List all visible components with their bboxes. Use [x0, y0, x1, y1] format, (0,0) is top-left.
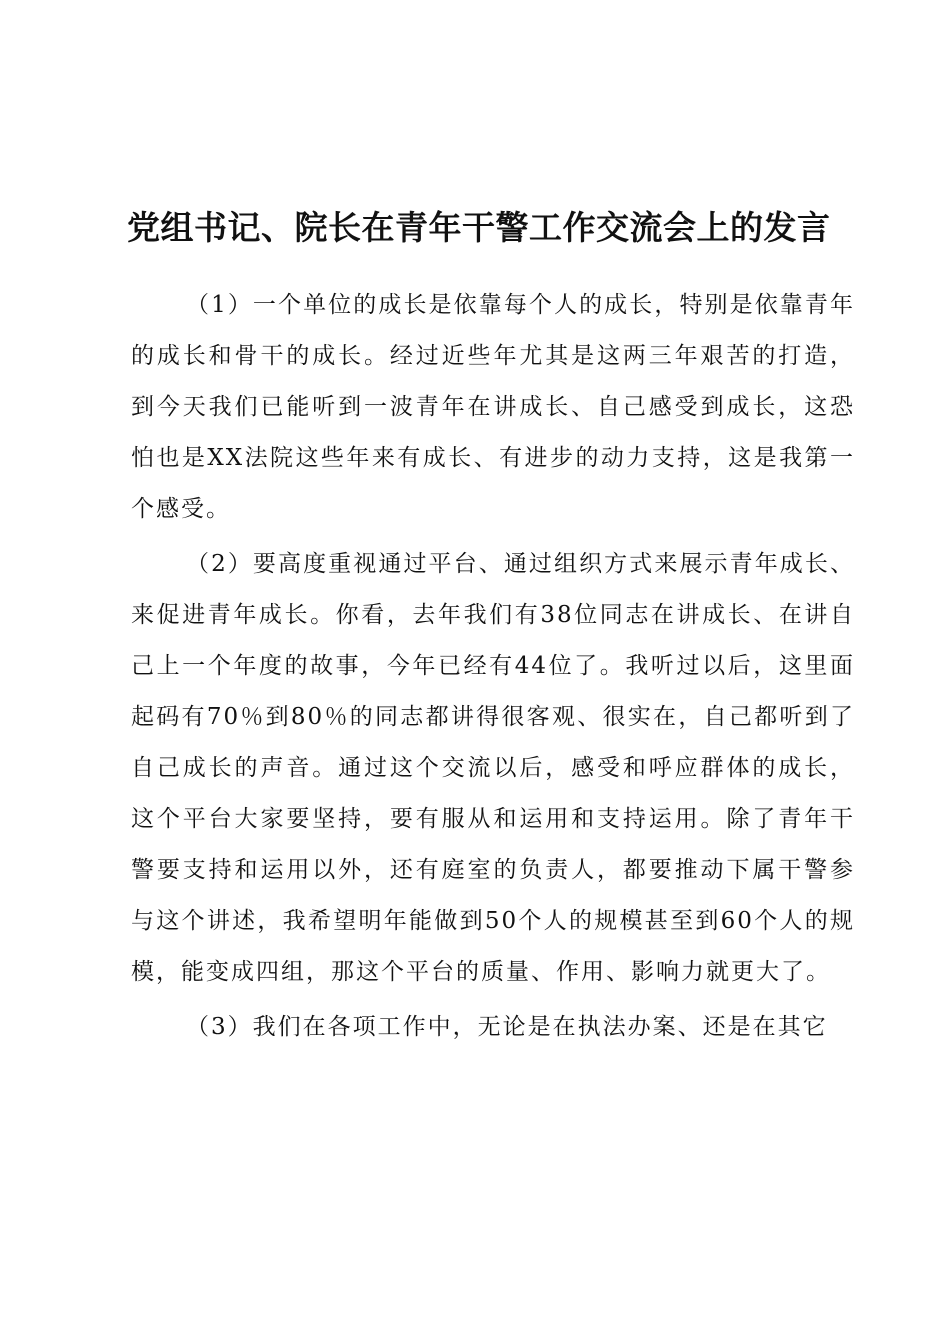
document-title: 党组书记、院长在青年干警工作交流会上的发言 — [127, 208, 831, 247]
paragraph-1: （1）一个单位的成长是依靠每个人的成长，特别是依靠青年的成长和骨干的成长。经过近些年尤其是这两三年艰苦的打造，到今天我们已能听到一波青年在讲成长、自己感受到成长，这恐怕也是XX法院这些年来有成长、有进步的动力支持，这是我第一个感受。 — [131, 292, 855, 522]
paragraph-3: （3）我们在各项工作中，无论是在执法办案、还是在其它 — [186, 1014, 828, 1040]
paragraph-2: （2）要高度重视通过平台、通过组织方式来展示青年成长、来促进青年成长。你看，去年我们有38位同志在讲成长、在讲自己上一个年度的故事，今年已经有44位了。我听过以后，这里面起码有70％到80％的同志都讲得很客观、很实在，自己都听到了自己成长的声音。通过这个交流以后，感受和呼应群体的成长，这个平台大家要坚持，要有服从和运用和支持运用。除了青年干警要支持和运用以外，还有庭室的负责人，都要推动下属干警参与这个讲述，我希望明年能做到50个人的规模甚至到60个人的规模，能变成四组，那这个平台的质量、作用、影响力就更大了。 — [131, 551, 855, 985]
document-body — [131, 280, 855, 1057]
